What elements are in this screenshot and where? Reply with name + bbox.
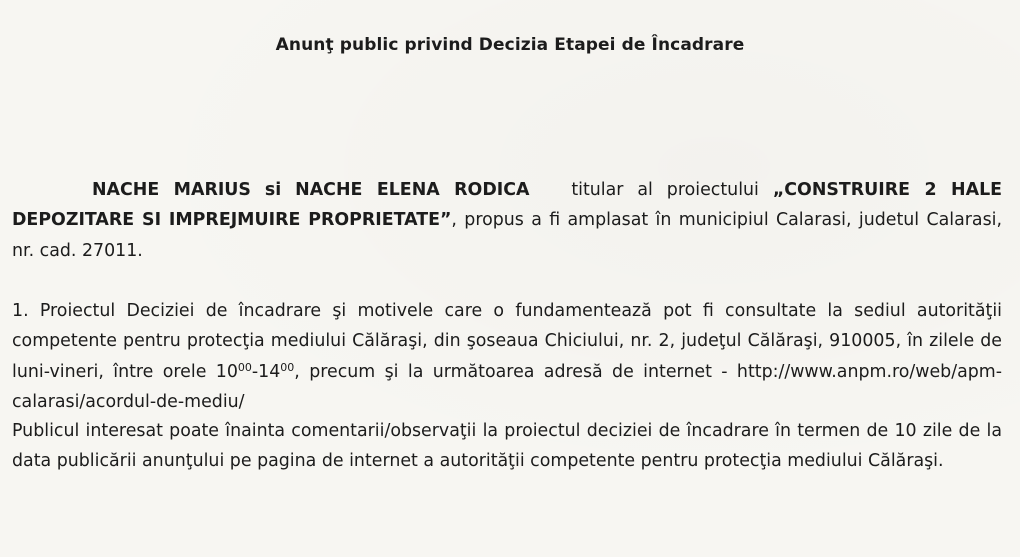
- hour-dash: -14: [251, 361, 281, 382]
- applicant-name-2: NACHE ELENA RODICA: [295, 180, 530, 200]
- paragraph-public-comments: Publicul interesat poate înainta comentarii/observaţii la proiectul deciziei de încadrare în termen de 10 zile de la data publicării anunţului pe pagina de internet a autorităţii competente pentru protecţia mediului Călăraşi.: [12, 421, 1002, 472]
- hour-start-minutes: 00: [237, 360, 252, 374]
- applicant-connector: si: [264, 180, 282, 200]
- paragraph-project-holder: [12, 175, 1002, 266]
- project-name: „CONSTRUIRE 2 HALE DEPOZITARE SI IMPREJMUIRE PROPRIETATE”: [12, 180, 1003, 231]
- paragraph-consultation: [12, 296, 1002, 417]
- document-title: Anunţ public privind Decizia Etapei de Încadrare: [275, 35, 745, 55]
- location-text: , propus a fi amplasat în municipiul Calarasi, judetul Calarasi, nr. cad. 27011.: [12, 210, 1002, 261]
- consultation-text: 1. Proiectul Deciziei de încadrare şi motivele care o fundamentează pot fi consultate la sediul autorităţii competente pentru protecţia mediului Călăraşi, din şoseaua Chiciului, nr. 2, judeţul Călăraşi, 910005, în zilele de luni-vineri, între orele 10: [12, 301, 1002, 382]
- hour-end-minutes: 00: [280, 360, 295, 374]
- consultation-url-text: , precum şi la următoarea adresă de internet - http://www.anpm.ro/web/apm-calarasi/acordul-de-mediu/: [12, 361, 1002, 412]
- applicant-name: NACHE MARIUS: [92, 180, 251, 200]
- holder-text: titular al proiectului: [571, 180, 759, 200]
